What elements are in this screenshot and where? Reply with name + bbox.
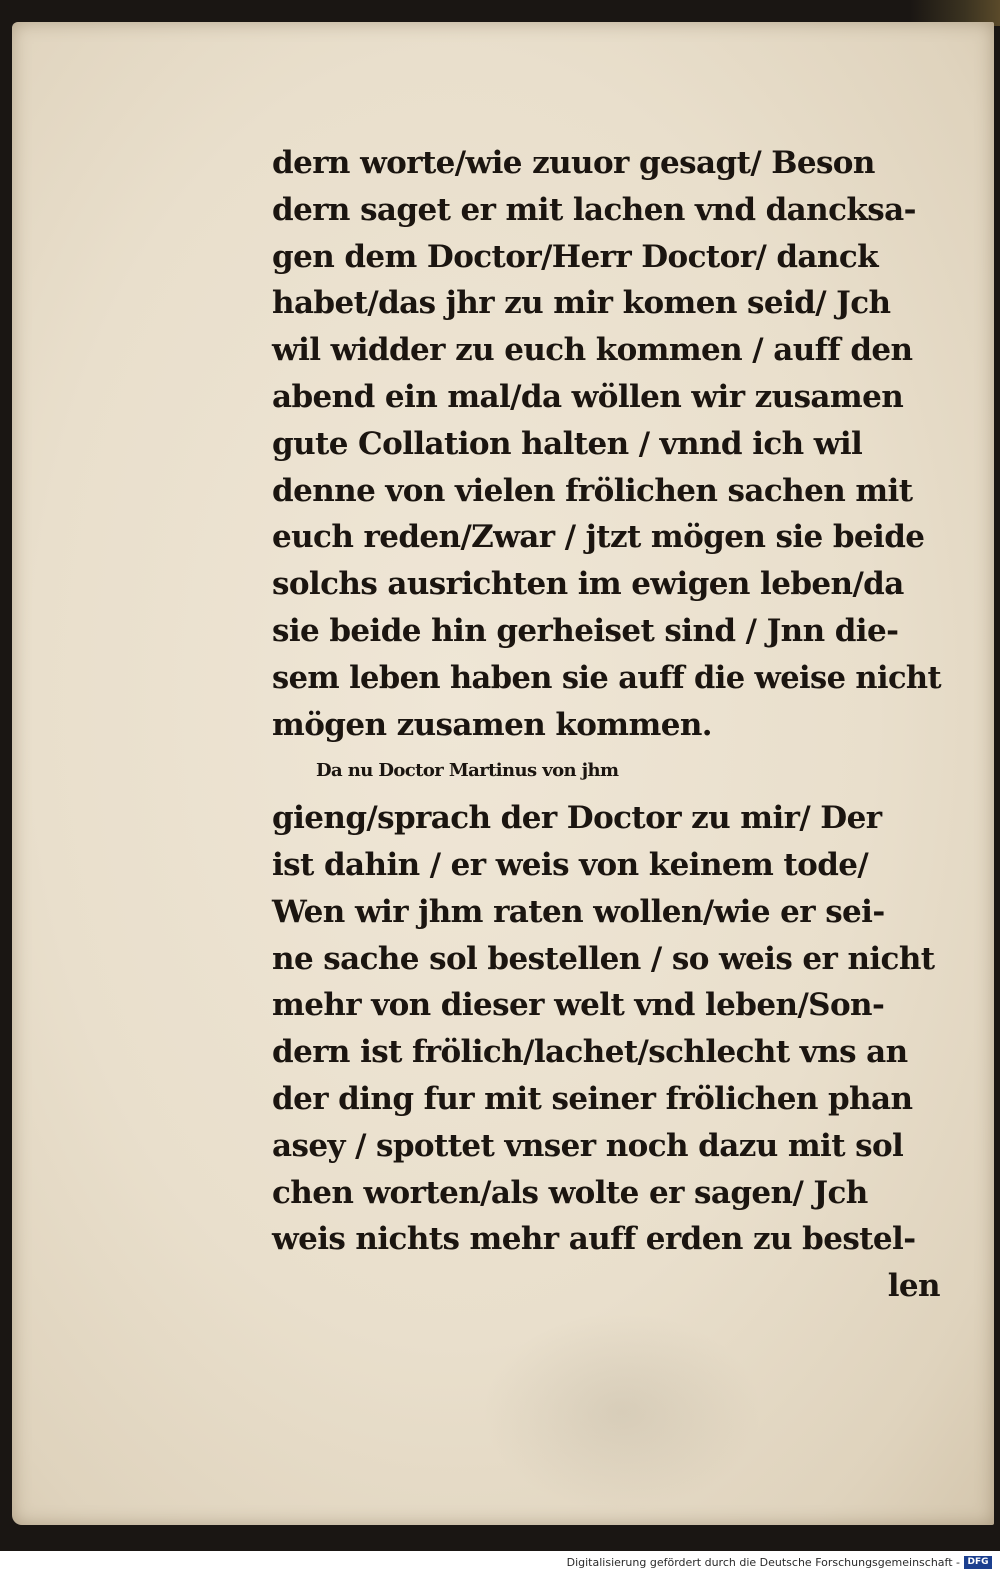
text-line: denne von vielen frölichen sachen mit [272, 472, 913, 509]
text-line: solchs ausrichten im ewigen leben/da [272, 566, 904, 603]
text-line: sem leben haben sie auff die weise nicht [272, 659, 941, 696]
funding-notice: Digitalisierung gefördert durch die Deutsche Forschungsgemeinschaft - [566, 1556, 960, 1569]
text-line: weis nichts mehr auff erden zu bestel- [272, 1221, 916, 1258]
text-line: habet/das jhr zu mir komen seid/ Jch [272, 285, 891, 322]
page-text-block [272, 140, 940, 1310]
text-line: gute Collation halten / vnnd ich wil [272, 425, 863, 462]
text-line: dern saget er mit lachen vnd dancksa- [272, 191, 916, 228]
paragraph-start-line: Da nu Doctor Martinus von jhm [316, 760, 619, 782]
text-line: sie beide hin gerheiset sind / Jnn die- [272, 612, 899, 649]
text-line: der ding fur mit seiner frölichen phan [272, 1080, 913, 1117]
text-line: mögen zusamen kommen. [272, 706, 712, 743]
text-line: wil widder zu euch kommen / auff den [272, 332, 913, 369]
dfg-logo: DFG [964, 1556, 992, 1569]
text-line: gen dem Doctor/Herr Doctor/ danck [272, 238, 879, 275]
text-line: ne sache sol bestellen / so weis er nicht [272, 940, 935, 977]
text-line: asey / spottet vnser noch dazu mit sol [272, 1127, 904, 1164]
text-line: Wen wir jhm raten wollen/wie er sei- [272, 893, 885, 930]
digitization-footer [0, 1551, 1000, 1573]
text-line: mehr von dieser welt vnd leben/Son- [272, 987, 885, 1024]
text-line: dern ist frölich/lachet/schlecht vns an [272, 1034, 908, 1071]
text-line: abend ein mal/da wöllen wir zusamen [272, 378, 904, 415]
text-line: chen worten/als wolte er sagen/ Jch [272, 1174, 868, 1211]
catchword: len [887, 1268, 940, 1305]
text-line: euch reden/Zwar / jtzt mögen sie beide [272, 519, 925, 556]
text-line: dern worte/wie zuuor gesagt/ Beson [272, 145, 875, 181]
text-line: ist dahin / er weis von keinem tode/ [272, 846, 869, 883]
text-line: gieng/sprach der Doctor zu mir/ Der [272, 800, 882, 837]
paper-stain [482, 1312, 762, 1512]
